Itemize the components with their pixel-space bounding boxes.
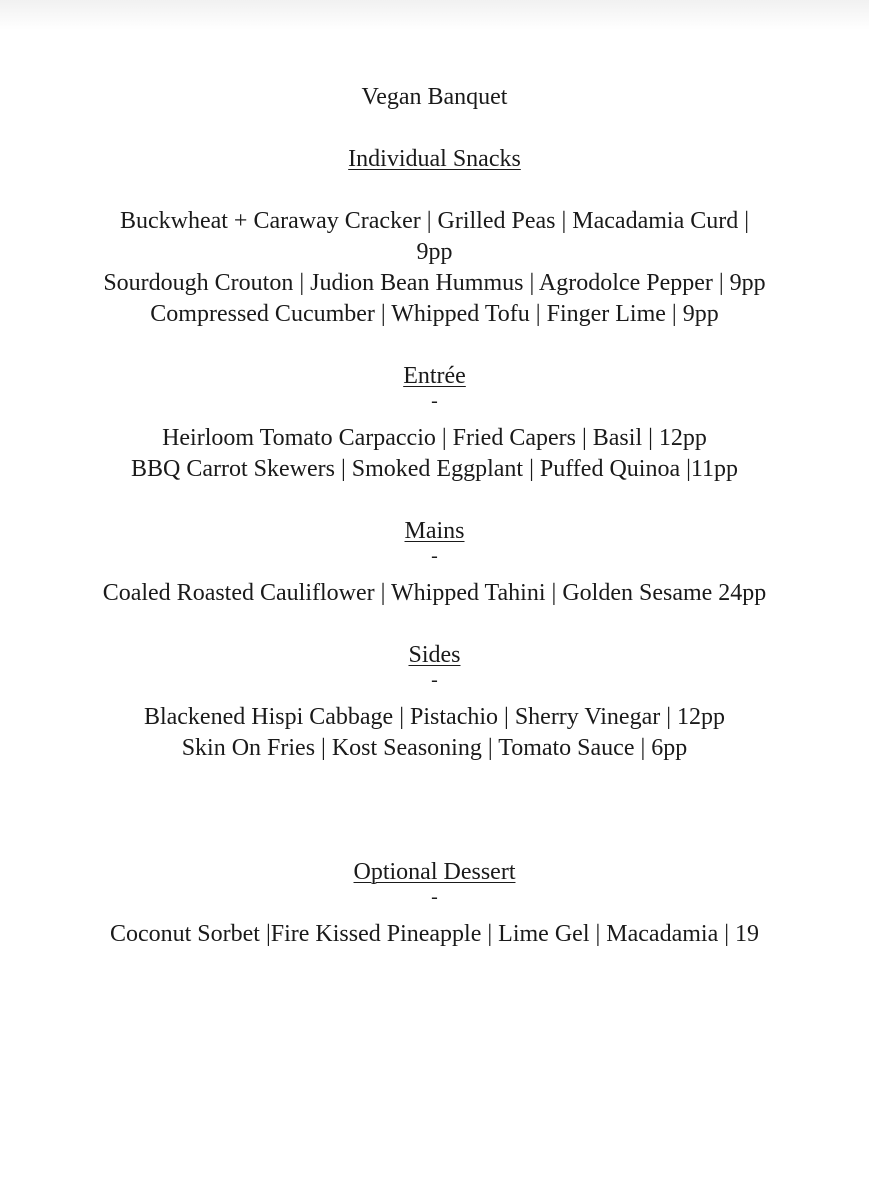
menu-title: Vegan Banquet [361, 84, 508, 110]
menu-item: Sourdough Crouton | Judion Bean Hummus | Agrodolce Pepper | 9pp [103, 270, 766, 296]
menu-item: Heirloom Tomato Carpaccio | Fried Capers | Basil | 12pp [162, 425, 707, 451]
section-mains [100, 516, 769, 609]
section-dash: - [431, 545, 438, 567]
section-heading-sides: Sides [408, 642, 461, 668]
section-dessert [100, 857, 769, 950]
section-dash: - [431, 390, 438, 412]
menu-item: Skin On Fries | Kost Seasoning | Tomato Sauce | 6pp [181, 735, 688, 761]
section-sides [100, 640, 769, 764]
section-heading-mains: Mains [404, 518, 465, 544]
menu-item: Compressed Cucumber | Whipped Tofu | Finger Lime | 9pp [150, 301, 719, 327]
section-dash: - [431, 669, 438, 691]
menu-item: Buckwheat + Caraway Cracker | Grilled Peas | Macadamia Curd | 9pp [119, 208, 750, 265]
section-entree [100, 361, 769, 485]
menu-item: Coconut Sorbet |Fire Kissed Pineapple | Lime Gel | Macadamia | 19 [109, 921, 760, 947]
section-dash: - [431, 886, 438, 908]
section-heading-entree: Entrée [403, 363, 466, 389]
menu-item: Coaled Roasted Cauliflower | Whipped Tahini | Golden Sesame 24pp [102, 580, 767, 606]
menu-item: Blackened Hispi Cabbage | Pistachio | Sherry Vinegar | 12pp [143, 704, 726, 730]
menu-document [100, 82, 769, 950]
section-heading-snacks: Individual Snacks [348, 146, 521, 172]
section-heading-dessert: Optional Dessert [353, 859, 516, 885]
section-snacks [100, 144, 769, 330]
menu-item: BBQ Carrot Skewers | Smoked Eggplant | Puffed Quinoa |11pp [130, 456, 739, 482]
top-edge-shade [0, 0, 869, 30]
